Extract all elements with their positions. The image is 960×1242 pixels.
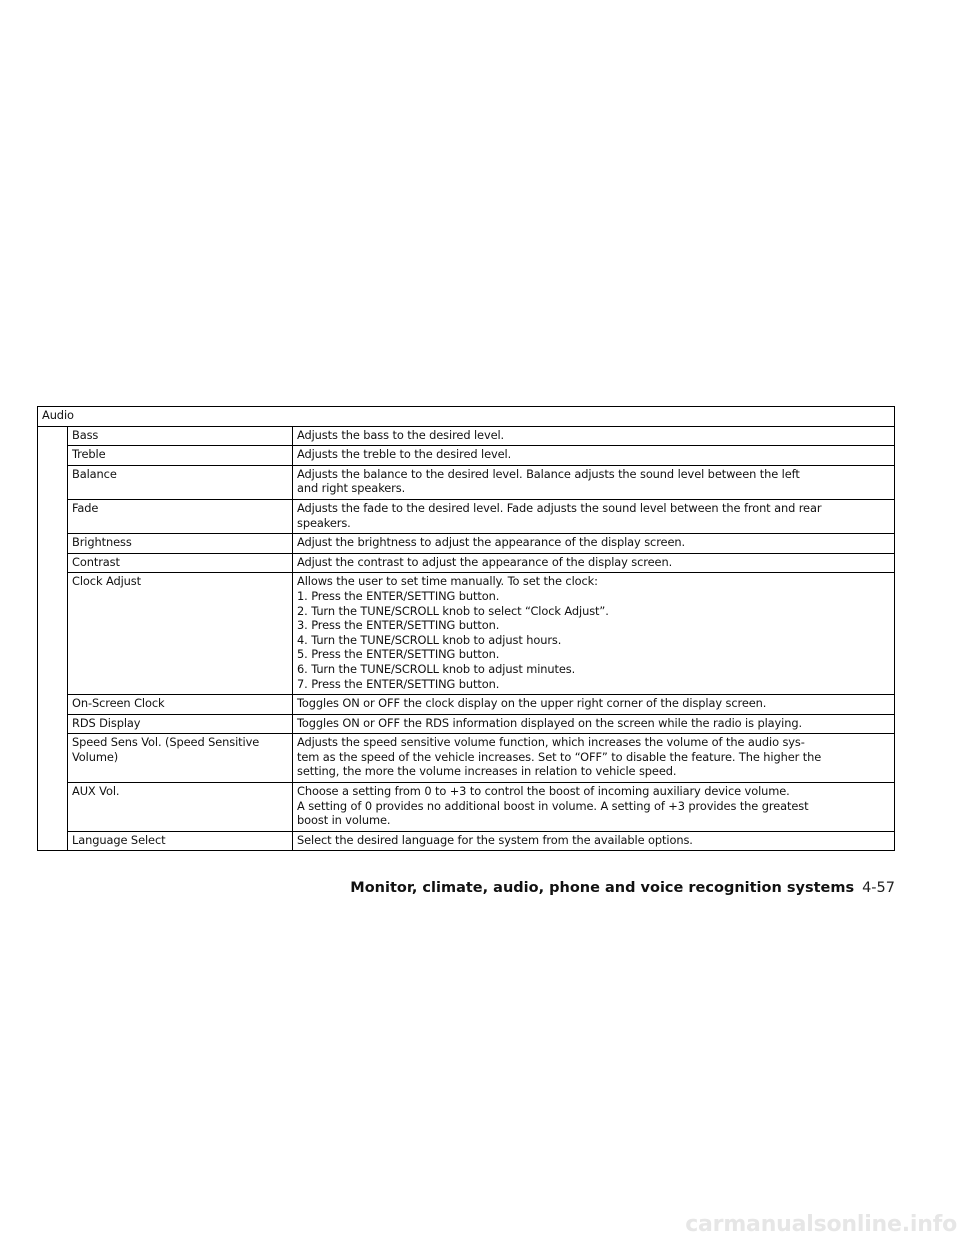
watermark: carmanualsonline.info [685, 1212, 957, 1237]
setting-description [293, 465, 895, 499]
setting-description [293, 734, 895, 783]
description-line: Choose a setting from 0 to +3 to control the boost of incoming auxiliary device volume. [297, 784, 790, 799]
clock-step: 6. Turn the TUNE/SCROLL knob to adjust minutes. [297, 661, 576, 676]
description-line: A setting of 0 provides no additional boost in volume. A setting of +3 provides the greatest [297, 798, 809, 813]
description-line: and right speakers. [297, 481, 406, 496]
table-row [38, 695, 895, 715]
description-line: speakers. [297, 515, 351, 530]
section-title: Audio [38, 407, 895, 427]
table-row [38, 831, 895, 851]
description-line: Select the desired language for the system from the available options. [297, 832, 693, 847]
description-line: Adjust the contrast to adjust the appearance of the display screen. [297, 554, 673, 569]
description-line: Adjust the brightness to adjust the appearance of the display screen. [297, 535, 686, 550]
setting-name: On-Screen Clock [68, 695, 293, 715]
setting-name: Treble [68, 446, 293, 466]
description-line: Adjusts the speed sensitive volume function, which increases the volume of the audio sys- [297, 735, 805, 750]
table-row [38, 714, 895, 734]
page-number: 4-57 [862, 880, 895, 896]
audio-settings-table [37, 406, 895, 851]
footer-section-title: Monitor, climate, audio, phone and voice recognition systems [350, 880, 855, 896]
setting-description [293, 499, 895, 533]
clock-step: 5. Press the ENTER/SETTING button. [297, 647, 500, 662]
table-row [38, 499, 895, 533]
setting-description [293, 426, 895, 446]
table-row [38, 446, 895, 466]
setting-description [293, 553, 895, 573]
setting-description [293, 695, 895, 715]
table-row [38, 734, 895, 783]
description-line: setting, the more the volume increases in relation to vehicle speed. [297, 764, 677, 779]
clock-step: 4. Turn the TUNE/SCROLL knob to adjust hours. [297, 632, 562, 647]
table-row [38, 553, 895, 573]
indent-cell [38, 426, 68, 851]
table-row [38, 534, 895, 554]
setting-name: Speed Sens Vol. (Speed Sensitive Volume) [68, 734, 293, 783]
description-line: Toggles ON or OFF the RDS information displayed on the screen while the radio is playing. [297, 715, 803, 730]
setting-name: Clock Adjust [68, 573, 293, 695]
setting-name: RDS Display [68, 714, 293, 734]
description-line: Adjusts the fade to the desired level. Fade adjusts the sound level between the front and rear [297, 500, 822, 515]
description-line: Toggles ON or OFF the clock display on the upper right corner of the display screen. [297, 696, 767, 711]
description-line: tem as the speed of the vehicle increases. Set to “OFF” to disable the feature. The higher the [297, 749, 822, 764]
setting-name: AUX Vol. [68, 783, 293, 832]
setting-description [293, 573, 895, 695]
setting-name: Balance [68, 465, 293, 499]
setting-description [293, 534, 895, 554]
table-row [38, 426, 895, 446]
setting-name: Bass [68, 426, 293, 446]
setting-description [293, 783, 895, 832]
clock-step: 2. Turn the TUNE/SCROLL knob to select “Clock Adjust”. [297, 603, 609, 618]
setting-name: Fade [68, 499, 293, 533]
setting-description [293, 831, 895, 851]
setting-name: Brightness [68, 534, 293, 554]
description-line: Allows the user to set time manually. To set the clock: [297, 574, 598, 589]
description-line: Adjusts the treble to the desired level. [297, 447, 512, 462]
setting-description [293, 714, 895, 734]
setting-description [293, 446, 895, 466]
description-line: Adjusts the balance to the desired level. Balance adjusts the sound level between the left [297, 466, 800, 481]
section-header-row [38, 407, 895, 427]
table-row [38, 465, 895, 499]
description-line: boost in volume. [297, 813, 391, 828]
setting-name: Contrast [68, 553, 293, 573]
table-row [38, 783, 895, 832]
page-footer [350, 877, 895, 896]
setting-name: Language Select [68, 831, 293, 851]
clock-step: 3. Press the ENTER/SETTING button. [297, 618, 500, 633]
audio-settings-table-body [38, 407, 895, 851]
table-row [38, 573, 895, 695]
clock-step: 1. Press the ENTER/SETTING button. [297, 588, 500, 603]
clock-step: 7. Press the ENTER/SETTING button. [297, 676, 500, 691]
description-line: Adjusts the bass to the desired level. [297, 427, 505, 442]
